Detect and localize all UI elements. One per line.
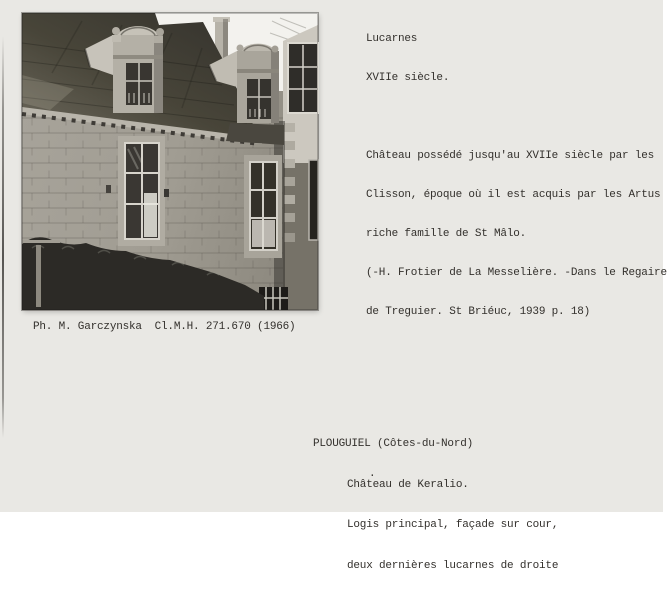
left-cross-window	[118, 136, 165, 246]
annotation-note	[366, 124, 667, 345]
caption-line: Logis principal, façade sur cour,	[347, 519, 559, 531]
photo-illustration	[22, 13, 318, 310]
typewriter-stray-dot: .	[369, 468, 376, 480]
caption-location: PLOUGUIEL (Côtes-du-Nord)	[313, 438, 474, 450]
caption-line: Château de Keralio.	[347, 478, 469, 491]
note-line: Château possédé jusqu'au XVIIe siècle par les	[366, 150, 655, 162]
annotation-block	[366, 7, 667, 371]
right-cross-window	[244, 155, 282, 258]
note-line: de Treguier. St Briéuc, 1939 p. 18)	[366, 306, 591, 318]
note-line: Clisson, époque où il est acquis par les Artus	[366, 189, 661, 201]
note-line: (-H. Frotier de La Messelière. -Dans le Regaire	[366, 267, 667, 279]
annotation-title: Lucarnes	[366, 33, 418, 45]
note-line: riche famille de St Mâlo.	[366, 228, 527, 240]
caption-line: deux dernières lucarnes de droite	[347, 559, 559, 572]
photograph-building-facade	[22, 13, 318, 310]
annotation-period: XVIIe siècle.	[366, 72, 450, 84]
photo-credit: Ph. M. Garczynska Cl.M.H. 271.670 (1966)	[33, 321, 296, 333]
caption-block	[313, 411, 558, 600]
scan-edge-line	[2, 36, 4, 438]
